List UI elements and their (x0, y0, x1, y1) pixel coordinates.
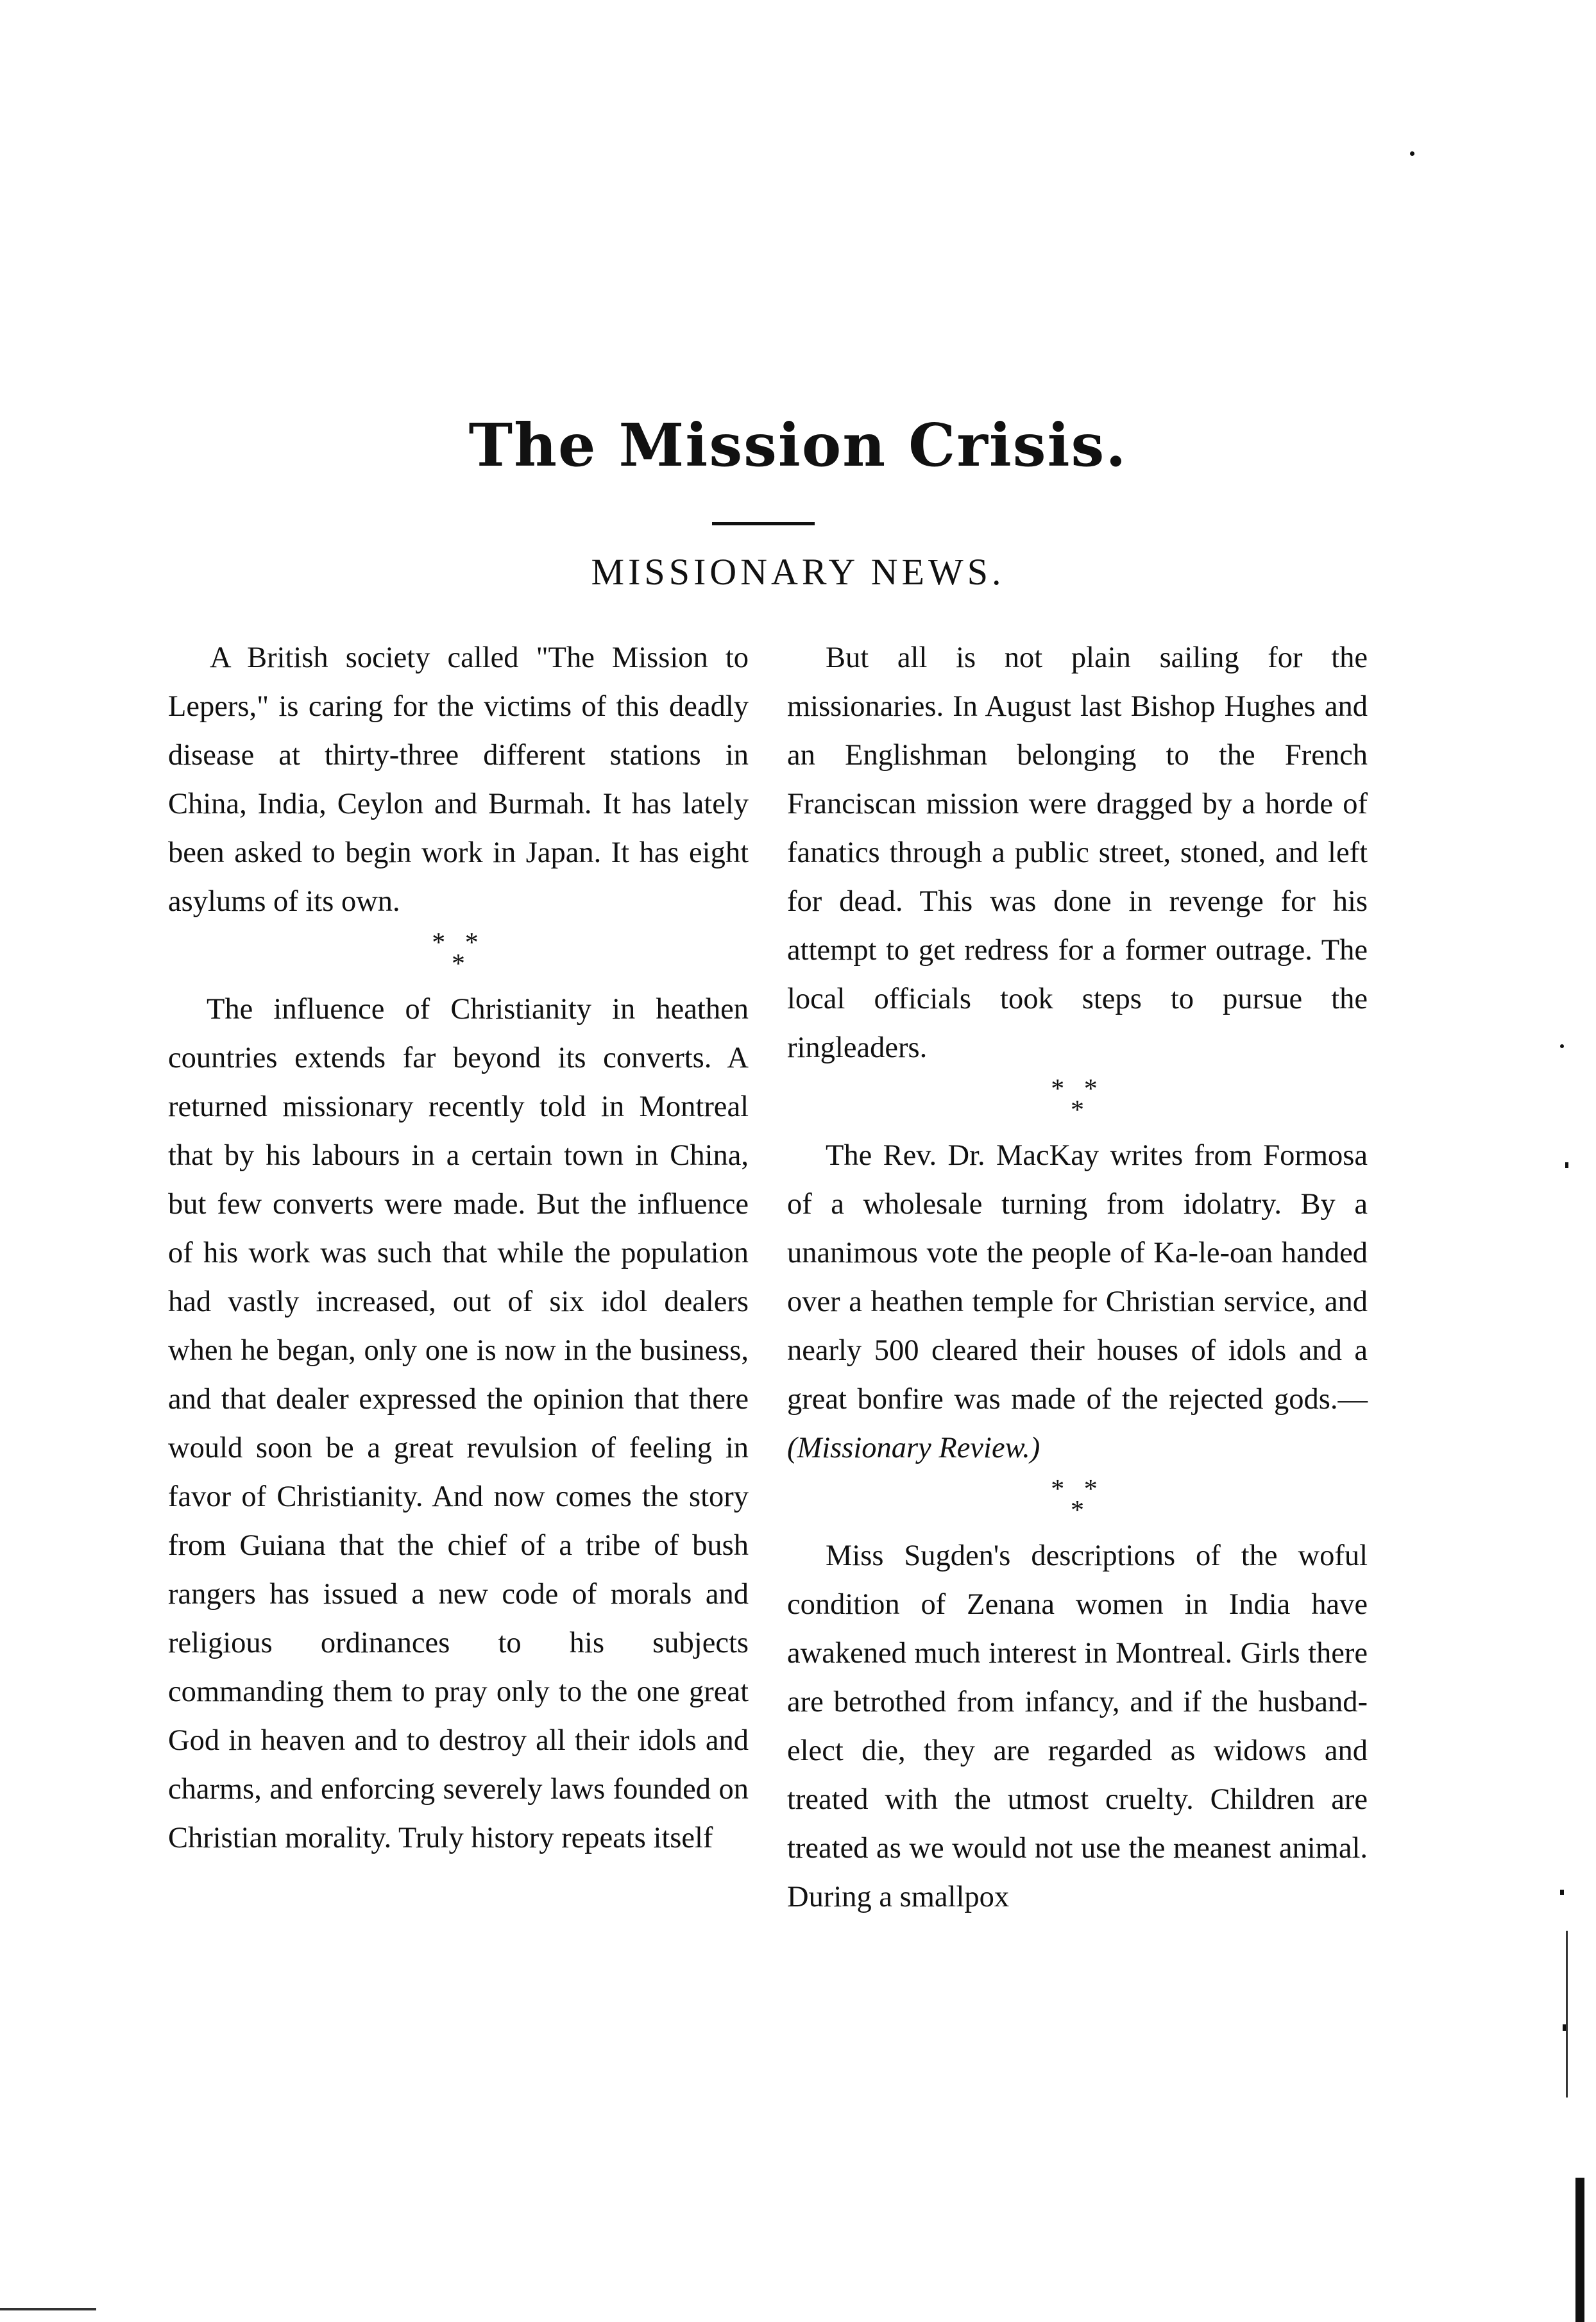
section-separator (787, 1473, 1368, 1532)
article-sugden: Miss Sugden's descriptions of the woful condition of Zenana women in India have awakened much interest in Montreal. Girls there are betrothed from infancy, and if the husband-elect die, they are regarded as widows and treated with the utmost cruelty. Children are treated as we would not use the meanest animal. During a smallpox (787, 1539, 1368, 1913)
scan-footer-line (0, 2308, 96, 2310)
page-title: The Mission Crisis. (468, 411, 1128, 480)
scan-speck (1565, 1162, 1568, 1168)
article-mackay-text: The Rev. Dr. MacKay writes from Formosa of a wholesale turning from idolatry. By a unanimous vote the people of Ka-le-oan handed over a heathen temple for Christian service, and nearly 500 cleared their houses of idols and a great bonfire was made of the rejected gods.— (787, 1139, 1368, 1416)
article-lepers: A British society called "The Mission to Lepers," is caring for the victims of this deadly disease at thirty-three different stations in China, India, Ceylon and Burmah. It has lately been asked to begin work in Japan. It has eight asylums of its own. (168, 641, 749, 918)
scan-edge-bar (1575, 2178, 1584, 2322)
scan-speck (1560, 1890, 1564, 1895)
scan-speck (1410, 151, 1414, 156)
scan-margin-line (1566, 1931, 1568, 2097)
article-influence: The influence of Christianity in heathen countries extends far beyond its converts. A returned missionary recently told in Montreal that by his labours in a certain town in China, but few converts were made. But the influence of his work was such that while the population had vastly increased, out of six idol dealers when he began, only one is now in the business, and that dealer expressed the opinion that there would soon be a great revulsion of feeling in favor of Christianity. And now comes the story from Guiana that the chief of a tribe of bush rangers has issued a new code of morals and religious ordinances to his subjects commanding them to pray only to the one great God in heaven and to destroy all their idols and charms, and enforcing severely laws founded on Christian morality. Truly history repeats itself (168, 993, 749, 1854)
separator-bottom-star: * (452, 949, 465, 979)
separator-top-stars: * * (1051, 1475, 1104, 1504)
article-bishop-hughes: But all is not plain sailing for the missionaries. In August last Bishop Hughes and an Englishman belonging to the French Franciscan mission were dragged by a horde of fanatics through a public street, stoned, and left for dead. This was done in revenge for his attempt to get redress for a former outrage. The local officials took steps to pursue the ringleaders. (787, 641, 1368, 1064)
section-heading: MISSIONARY NEWS. (591, 551, 1005, 593)
left-column (168, 634, 749, 1863)
right-column (787, 634, 1368, 1922)
article-mackay (787, 1131, 1368, 1473)
separator-bottom-star: * (1071, 1096, 1084, 1125)
section-separator (168, 926, 749, 985)
separator-bottom-star: * (1071, 1496, 1084, 1525)
source-citation: (Missionary Review.) (787, 1432, 1040, 1464)
separator-top-stars: * * (1051, 1074, 1104, 1104)
scan-speck (1560, 1044, 1564, 1048)
title-divider (712, 522, 815, 525)
section-separator (787, 1072, 1368, 1131)
separator-top-stars: * * (432, 928, 485, 958)
